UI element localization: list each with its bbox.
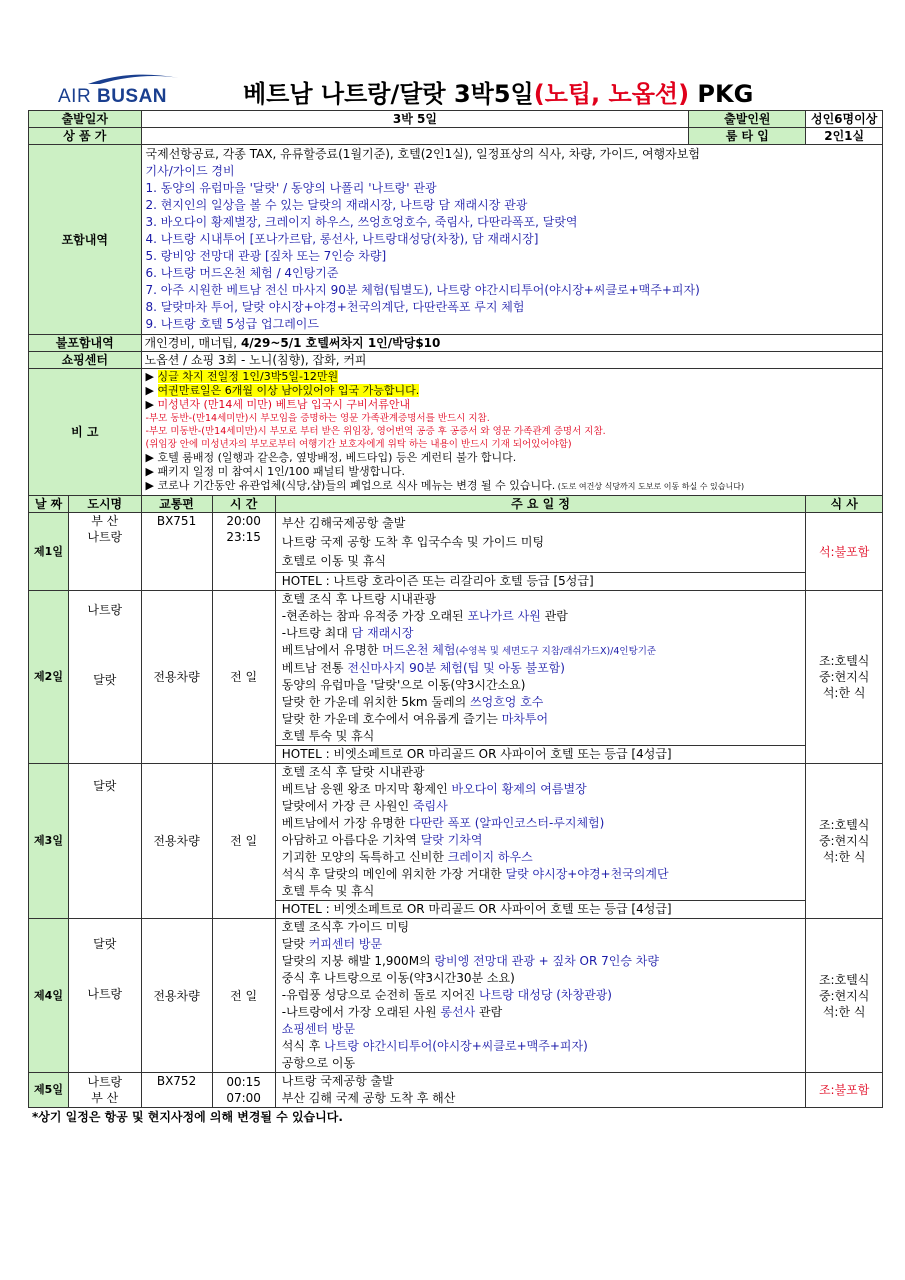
include-line: 5. 랑비앙 전망대 관광 [짚차 또는 7인승 차량] <box>145 249 387 263</box>
itinerary-line: 달랏 한 가운데 위치한 5km 둘레의 쓰엉흐엉 호수 <box>281 695 544 709</box>
people-value: 성인6명이상 <box>806 111 883 128</box>
city: 부 산 <box>91 514 119 528</box>
itinerary-line: 호텔 조식 후 달랏 시내관광 <box>281 765 425 779</box>
day1-flight: BX751 <box>141 513 212 591</box>
day3-itinerary <box>275 764 806 919</box>
itinerary-table <box>28 110 883 1108</box>
day-label: 제5일 <box>29 1073 69 1108</box>
day1-itinerary <box>275 513 806 591</box>
logo-swoosh-icon <box>86 72 181 86</box>
include-content <box>141 145 882 335</box>
note-covid-sub: (도로 여건상 식당까지 도보로 이동 하실 수 있습니다) <box>555 482 745 491</box>
day4-itinerary <box>275 919 806 1073</box>
notes-content <box>141 369 882 496</box>
hotel-line: HOTEL : 비엣소페트로 OR 마리골드 OR 사파이어 호텔 또는 등급 [4성급] <box>276 745 806 763</box>
itinerary-line: 공항으로 이동 <box>281 1056 356 1070</box>
footer-note: *상기 일정은 항공 및 현지사정에 의해 변경될 수 있습니다. <box>32 1110 343 1124</box>
city: 달랏 <box>93 673 117 687</box>
note-line: ▶ 싱글 차지 전일정 1인/3박5일-12만원 <box>145 370 339 383</box>
itinerary-line: -나트랑에서 가장 오래된 사원 롱선사 관람 <box>281 1005 503 1019</box>
time: 00:15 <box>226 1075 261 1089</box>
day2-transport: 전용차량 <box>141 591 212 764</box>
itinerary-line: 호텔 조식 후 나트랑 시내관광 <box>281 592 437 606</box>
include-label: 포함내역 <box>29 145 142 335</box>
exclude-surcharge: 4/29~5/1 호텔써차지 1인/박당$10 <box>240 336 441 350</box>
exclude-content <box>141 335 882 352</box>
itinerary-line: 호텔 투숙 및 휴식 <box>281 729 375 743</box>
exclude-label: 불포함내역 <box>29 335 142 352</box>
price-value <box>141 128 689 145</box>
depart-date-label: 출발일자 <box>29 111 142 128</box>
include-line: 1. 동양의 유럽마을 '달랏' / 동양의 나폴리 '나트랑' 관광 <box>145 181 437 195</box>
itinerary-line: 아담하고 아름다운 기차역 달랏 기차역 <box>281 833 483 847</box>
title-highlight: (노팁, 노옵션) <box>533 80 690 108</box>
itinerary-line: 달랏의 지붕 해발 1,900M의 랑비엥 전망대 관광 + 짚차 OR 7인승 차량 <box>281 954 659 968</box>
note-line: ▶ 호텔 룸배정 (일행과 같은층, 옆방배정, 베드타입) 등은 게런티 불가 합니다. <box>145 451 517 464</box>
day-label: 제4일 <box>29 919 69 1073</box>
shop-label: 쇼핑센터 <box>29 352 142 369</box>
itinerary-line: 호텔 조식후 가이드 미팅 <box>281 920 410 934</box>
include-line: 7. 아주 시원한 베트남 전신 마사지 90분 체험(팁별도), 나트랑 야간시티투어(야시장+씨클로+맥주+피자) <box>145 283 700 297</box>
exclude-general: 개인경비, 매너팁, <box>144 336 241 350</box>
note-line: -부모 미동반-(만14세미만)시 부모로 부터 받은 위임장, 영어번역 공증 후 공증서 와 영문 가족관계 증명서 지참. <box>145 426 606 437</box>
itinerary-line: 달랏 커피센터 방문 <box>281 937 383 951</box>
itinerary-line: 기괴한 모양의 독특하고 신비한 크레이지 하우스 <box>281 850 533 864</box>
note-covid: 코로나 기간동안 유관업체(식당,샵)들의 폐업으로 식사 메뉴는 변경 될 수 있습니다. <box>157 479 556 492</box>
itinerary-line: -나트랑 최대 담 재래시장 <box>281 626 414 640</box>
itinerary-line: 호텔 투숙 및 휴식 <box>281 884 375 898</box>
itinerary-line: 석식 후 달랏의 메인에 위치한 가장 거대한 달랏 야시장+야경+천국의계단 <box>281 867 669 881</box>
col-date: 날 짜 <box>29 496 69 513</box>
col-city: 도시명 <box>69 496 142 513</box>
day4-cities <box>69 919 142 1073</box>
depart-date-value: 3박 5일 <box>141 111 689 128</box>
note-room: 호텔 룸배정 (일행과 같은층, 옆방배정, 베드타입) 등은 게런티 불가 합니다. <box>157 451 517 464</box>
day5-itinerary <box>275 1073 806 1108</box>
day4-meal: 조:호텔식 중:현지식 석:한 식 <box>806 919 883 1073</box>
page-title <box>243 74 753 109</box>
city: 나트랑 <box>87 603 123 617</box>
note-penalty: 패키지 일정 미 참여시 1인/100 패널티 발생합니다. <box>157 465 405 478</box>
title-main: 베트남 나트랑/달랏 3박5일 <box>243 80 534 108</box>
people-label: 출발인원 <box>689 111 806 128</box>
price-label: 상 품 가 <box>29 128 142 145</box>
day2-itinerary <box>275 591 806 764</box>
itinerary-line: 석식 후 나트랑 야간시티투어(야시장+씨클로+맥주+피자) <box>281 1039 588 1053</box>
itinerary-line: 베트남 응웬 왕조 마지막 황제인 바오다이 황제의 여름별장 <box>281 782 587 796</box>
note-line: (위임장 안에 미성년자의 부모로부터 여행기간 보호자에게 위탁 하는 내용이 반드시 기재 되어있어야함) <box>145 439 572 450</box>
itinerary-line: -현존하는 참파 유적중 가장 오래된 포나가르 사원 관람 <box>281 609 568 623</box>
day2-time: 전 일 <box>212 591 275 764</box>
itinerary-line: 부산 김해국제공항 출발 <box>281 516 406 530</box>
day2-cities <box>69 591 142 764</box>
city: 나트랑 <box>87 1075 123 1089</box>
itinerary-line: 달랏 한 가운데 호수에서 여유롭게 즐기는 마차투어 <box>281 712 549 726</box>
include-line: 기사/가이드 경비 <box>145 164 235 178</box>
include-line: 4. 나트랑 시내투어 [포나가르탑, 롱선사, 나트랑대성당(차창), 담 재래시장] <box>145 232 539 246</box>
day-label: 제2일 <box>29 591 69 764</box>
include-line: 6. 나트랑 머드온천 체험 / 4인탕기준 <box>145 266 339 280</box>
day4-transport: 전용차량 <box>141 919 212 1073</box>
note-line: -부모 동반-(만14세미만)시 부모임을 증명하는 영문 가족관계증명서를 반드시 지참. <box>145 413 490 424</box>
city: 나트랑 <box>87 530 123 544</box>
col-itinerary: 주 요 일 정 <box>275 496 806 513</box>
time: 20:00 <box>226 514 261 528</box>
note-passport: 여권만료일은 6개월 이상 남아있어야 입국 가능합니다. <box>157 384 420 397</box>
shop-content: 노옵션 / 쇼핑 3회 - 노니(침향), 잡화, 커피 <box>141 352 882 369</box>
itinerary-line: 베트남에서 가장 유명한 다딴란 폭포 (알파인코스터-루지체험) <box>281 816 605 830</box>
itinerary-line: 나트랑 국제 공항 도착 후 입국수속 및 가이드 미팅 <box>281 535 545 549</box>
city: 부 산 <box>91 1091 119 1105</box>
day4-time: 전 일 <box>212 919 275 1073</box>
note-line: ▶ 패키지 일정 미 참여시 1인/100 패널티 발생합니다. <box>145 465 405 478</box>
include-line: 3. 바오다이 황제별장, 크레이지 하우스, 쓰엉흐엉호수, 죽림사, 다딴라폭포, 달랏역 <box>145 215 578 229</box>
itinerary-line: 동양의 유럽마을 '달랏'으로 이동(약3시간소요) <box>281 678 526 692</box>
day-label: 제1일 <box>29 513 69 591</box>
hotel-line: HOTEL : 나트랑 호라이즌 또는 리갈리아 호텔 등급 [5성급] <box>276 572 806 590</box>
day1-cities <box>69 513 142 591</box>
itinerary-line: 쇼핑센터 방문 <box>281 1022 356 1036</box>
city: 달랏 <box>93 936 117 951</box>
day3-meal: 조:호텔식 중:현지식 석:한 식 <box>806 764 883 919</box>
day3-city: 달랏 <box>69 764 142 919</box>
day3-transport: 전용차량 <box>141 764 212 919</box>
itinerary-line: 중식 후 나트랑으로 이동(약3시간30분 소요) <box>281 971 515 985</box>
room-value: 2인1실 <box>806 128 883 145</box>
day1-times <box>212 513 275 591</box>
note-single-charge: 싱글 차지 전일정 1인/3박5일-12만원 <box>157 370 339 383</box>
notes-label: 비 고 <box>29 369 142 496</box>
itinerary-line: -유럽풍 성당으로 순전히 돌로 지어진 나트랑 대성당 (차창관광) <box>281 988 612 1002</box>
include-line: 2. 현지인의 일상을 볼 수 있는 달랏의 재래시장, 나트랑 담 재래시장 관광 <box>145 198 528 212</box>
day1-meal: 석:불포함 <box>806 513 883 591</box>
hotel-line: HOTEL : 비엣소페트로 OR 마리골드 OR 사파이어 호텔 또는 등급 [4성급] <box>276 900 806 918</box>
itinerary-line: 베트남에서 유명한 머드온천 체험(수영복 및 세면도구 지참/래쉬가드X)/4인탕기준 <box>281 643 657 657</box>
title-suffix: PKG <box>689 80 754 108</box>
day-label: 제3일 <box>29 764 69 919</box>
logo-air: AIR <box>58 86 92 107</box>
itinerary-line: 호텔로 이동 및 휴식 <box>281 554 386 568</box>
note-line: ▶ 미성년자 (만14세 미만) 베트남 입국시 구비서류안내 <box>145 398 411 411</box>
include-line: 국제선항공료, 각종 TAX, 유류할증료(1월기준), 호텔(2인1실), 일정표상의 식사, 차량, 가이드, 여행자보험 <box>145 147 700 161</box>
include-line: 9. 나트랑 호텔 5성급 업그레이드 <box>145 317 319 331</box>
include-line: 8. 달랏마차 투어, 달랏 야시장+야경+천국의계단, 다딴란폭포 루지 체험 <box>145 300 525 314</box>
day5-cities <box>69 1073 142 1108</box>
itinerary-line: 달랏에서 가장 큰 사원인 죽림사 <box>281 799 448 813</box>
itinerary-line: 베트남 전통 전신마사지 90분 체험(팁 및 아동 불포함) <box>281 661 565 675</box>
time: 23:15 <box>226 530 261 544</box>
day2-meal: 조:호텔식 중:현지식 석:한 식 <box>806 591 883 764</box>
itinerary-line: 나트랑 국제공항 출발 <box>281 1074 394 1088</box>
day5-meal: 조:불포함 <box>806 1073 883 1108</box>
logo-text <box>58 86 167 108</box>
note-line: ▶ 코로나 기간동안 유관업체(식당,샵)들의 폐업으로 식사 메뉴는 변경 될 수 있습니다. (도로 여건상 식당까지 도보로 이동 하실 수 있습니다) <box>145 479 745 492</box>
note-minor: 미성년자 (만14세 미만) 베트남 입국시 구비서류안내 <box>157 398 411 411</box>
city: 나트랑 <box>87 986 123 1001</box>
col-meal: 식 사 <box>806 496 883 513</box>
logo-busan: BUSAN <box>96 86 168 107</box>
itinerary-line: 부산 김해 국제 공항 도착 후 해산 <box>281 1091 456 1105</box>
day3-time: 전 일 <box>212 764 275 919</box>
col-time: 시 간 <box>212 496 275 513</box>
note-line: ▶ 여권만료일은 6개월 이상 남아있어야 입국 가능합니다. <box>145 384 420 397</box>
col-transport: 교통편 <box>141 496 212 513</box>
time: 07:00 <box>226 1091 261 1105</box>
day5-flight: BX752 <box>141 1073 212 1108</box>
day5-times <box>212 1073 275 1108</box>
room-label: 룸 타 입 <box>689 128 806 145</box>
air-busan-logo <box>58 72 218 108</box>
